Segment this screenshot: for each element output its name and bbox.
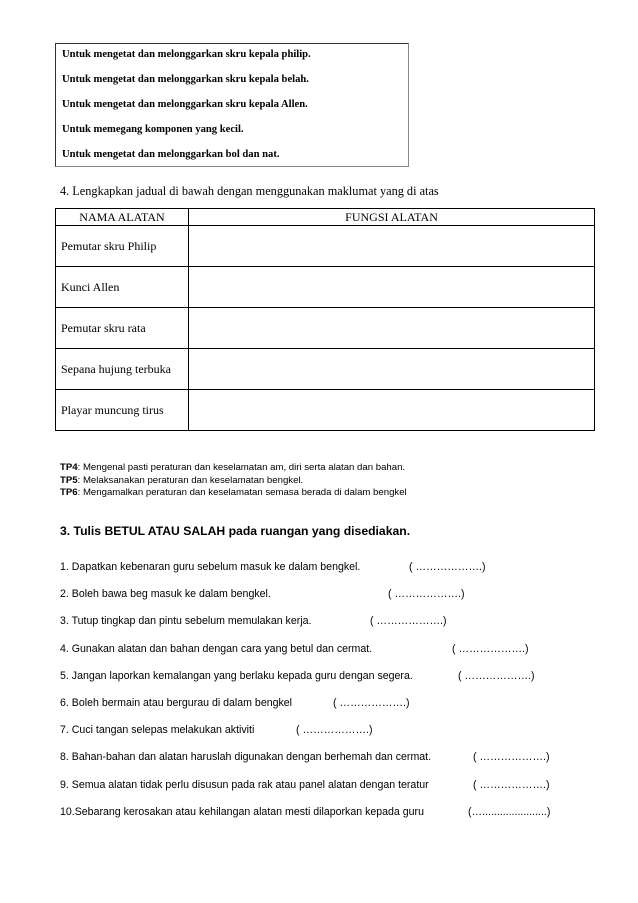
table-row — [56, 267, 595, 308]
tools-table — [55, 208, 595, 431]
answer-blank[interactable]: ( ……………….) — [388, 588, 465, 601]
statement-item — [60, 723, 431, 750]
statement-item — [60, 696, 431, 723]
tp-label: TP4 — [60, 462, 78, 473]
section-3-title: 3. Tulis BETUL ATAU SALAH pada ruangan yang disediakan. — [60, 524, 411, 538]
column-header-tool-function: FUNGSI ALATAN — [189, 209, 595, 226]
tool-function-cell[interactable] — [189, 308, 595, 349]
answer-blank[interactable]: ( ……………….) — [370, 615, 447, 628]
statement-item — [60, 669, 535, 696]
function-list-box — [55, 43, 409, 167]
tool-function-cell[interactable] — [189, 226, 595, 267]
answer-blank[interactable]: (…......................) — [468, 805, 551, 818]
answer-blank[interactable]: ( ……………….) — [458, 669, 535, 682]
statement-text: 3. Tutup tingkap dan pintu sebelum memulakan kerja. — [60, 615, 312, 628]
tp-line — [60, 475, 407, 488]
function-item: Untuk mengetat dan melonggarkan skru kepala belah. — [62, 74, 309, 85]
statement-list — [60, 560, 551, 832]
tp-notes — [60, 462, 407, 500]
tool-name-cell: Pemutar skru rata — [56, 308, 189, 349]
tp-label: TP6 — [60, 487, 78, 498]
function-item: Untuk mengetat dan melonggarkan bol dan nat. — [62, 149, 280, 160]
statement-text: 7. Cuci tangan selepas melakukan aktiviti — [60, 724, 255, 737]
statement-item — [60, 560, 486, 587]
statement-item — [60, 587, 465, 614]
answer-blank[interactable]: ( ……………….) — [473, 778, 550, 791]
tp-text: : Melaksanakan peraturan dan keselamatan bengkel. — [77, 474, 304, 486]
statement-item — [60, 805, 551, 832]
function-item: Untuk mengetat dan melonggarkan skru kepala Allen. — [62, 99, 308, 110]
statement-text: 4. Gunakan alatan dan bahan dengan cara yang betul dan cermat. — [60, 642, 373, 655]
tool-name-cell: Pemutar skru Philip — [56, 226, 189, 267]
tool-function-cell[interactable] — [189, 267, 595, 308]
statement-text: 1. Dapatkan kebenaran guru sebelum masuk ke dalam bengkel. — [60, 561, 361, 573]
statement-item — [60, 642, 529, 669]
statement-item — [60, 750, 550, 777]
tp-text: : Mengenal pasti peraturan dan keselamatan am, diri serta alatan dan bahan. — [77, 462, 406, 473]
table-row — [56, 390, 595, 431]
answer-blank[interactable]: ( ……………….) — [473, 751, 550, 764]
table-header-row — [56, 209, 595, 226]
table-row — [56, 308, 595, 349]
statement-item — [60, 614, 447, 641]
statement-text: 5. Jangan laporkan kemalangan yang berlaku kepada guru dengan segera. — [60, 669, 413, 682]
answer-blank[interactable]: ( ……………….) — [296, 724, 373, 737]
column-header-tool-name: NAMA ALATAN — [56, 209, 189, 226]
table-row — [56, 349, 595, 390]
question-4-title: 4. Lengkapkan jadual di bawah dengan menggunakan maklumat yang di atas — [60, 184, 439, 198]
statement-text: 2. Boleh bawa beg masuk ke dalam bengkel. — [60, 588, 271, 601]
statement-text: 6. Boleh bermain atau bergurau di dalam bengkel — [60, 696, 293, 709]
tool-name-cell: Kunci Allen — [56, 267, 189, 308]
function-item: Untuk mengetat dan melonggarkan skru kepala philip. — [62, 49, 311, 60]
table-row — [56, 226, 595, 267]
statement-item — [60, 778, 550, 805]
tp-text: : Mengamalkan peraturan dan keselamatan semasa berada di dalam bengkel — [77, 487, 407, 498]
answer-blank[interactable]: ( ……………….) — [452, 642, 529, 655]
tool-name-cell: Playar muncung tirus — [56, 390, 189, 431]
tool-function-cell[interactable] — [189, 390, 595, 431]
answer-blank[interactable]: ( ……………….) — [409, 561, 486, 573]
answer-blank[interactable]: ( ……………….) — [333, 696, 410, 709]
function-item: Untuk memegang komponen yang kecil. — [62, 124, 244, 135]
tp-line — [60, 462, 407, 475]
tp-line — [60, 487, 407, 500]
tool-function-cell[interactable] — [189, 349, 595, 390]
tool-name-cell: Sepana hujung terbuka — [56, 349, 189, 390]
statement-text: 10.Sebarang kerosakan atau kehilangan alatan mesti dilaporkan kepada guru — [60, 805, 424, 818]
statement-text: 9. Semua alatan tidak perlu disusun pada rak atau panel alatan dengan teratur — [60, 778, 429, 791]
statement-text: 8. Bahan-bahan dan alatan haruslah digunakan dengan berhemah dan cermat. — [60, 751, 432, 764]
tp-label: TP5 — [60, 474, 78, 486]
